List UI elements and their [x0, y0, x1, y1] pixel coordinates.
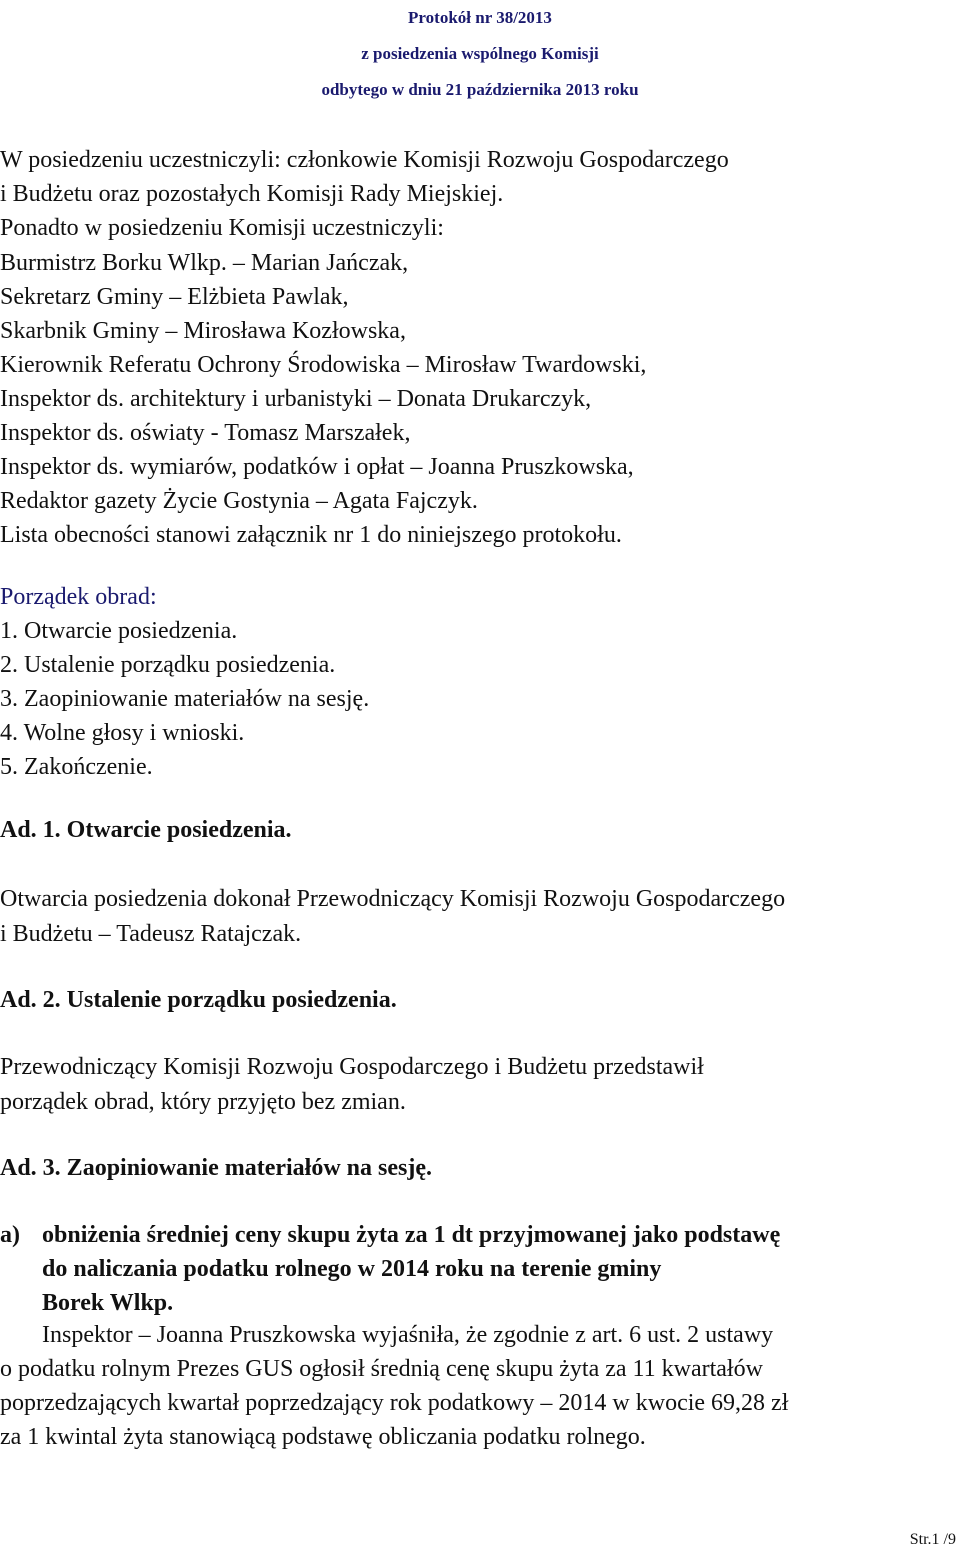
ad1-text-line: i Budżetu – Tadeusz Ratajczak. — [0, 921, 302, 947]
item-a-text-line: o podatku rolnym Prezes GUS ogłosił średnią cenę skupu żyta za 11 kwartałów — [0, 1356, 763, 1382]
page-number: Str.1 /9 — [909, 1531, 956, 1548]
attendance-line: i Budżetu oraz pozostałych Komisji Rady Miejskiej. — [0, 181, 504, 207]
item-a-heading-line: do naliczania podatku rolnego w 2014 roku na terenie gminy — [42, 1256, 662, 1282]
agenda-item: 1. Otwarcie posiedzenia. — [0, 618, 238, 644]
title-line-2: z posiedzenia wspólnego Komisji — [361, 44, 599, 63]
attendance-line: Redaktor gazety Życie Gostynia – Agata Fajczyk. — [0, 488, 478, 514]
ad2-text-line: Przewodniczący Komisji Rozwoju Gospodarczego i Budżetu przedstawił — [0, 1054, 704, 1080]
ad2-text-line: porządek obrad, który przyjęto bez zmian. — [0, 1089, 406, 1115]
agenda-item: 2. Ustalenie porządku posiedzenia. — [0, 652, 336, 678]
attendance-line: Ponadto w posiedzeniu Komisji uczestniczyli: — [0, 215, 444, 241]
agenda-heading: Porządek obrad: — [0, 584, 157, 610]
ad1-text-line: Otwarcia posiedzenia dokonał Przewodniczący Komisji Rozwoju Gospodarczego — [0, 886, 786, 912]
ad2-heading: Ad. 2. Ustalenie porządku posiedzenia. — [0, 987, 397, 1013]
item-a-text-line: Inspektor – Joanna Pruszkowska wyjaśniła, że zgodnie z art. 6 ust. 2 ustawy — [42, 1322, 774, 1348]
item-a-heading-line: Borek Wlkp. — [42, 1290, 174, 1316]
title-line-1: Protokół nr 38/2013 — [408, 8, 552, 27]
item-a-text-line: za 1 kwintal żyta stanowiącą podstawę obliczania podatku rolnego. — [0, 1424, 646, 1450]
attendance-line: Kierownik Referatu Ochrony Środowiska – Mirosław Twardowski, — [0, 352, 647, 378]
attendance-line: W posiedzeniu uczestniczyli: członkowie Komisji Rozwoju Gospodarczego — [0, 147, 729, 173]
attendance-line: Inspektor ds. wymiarów, podatków i opłat – Joanna Pruszkowska, — [0, 454, 634, 480]
attendance-line: Inspektor ds. oświaty - Tomasz Marszałek, — [0, 420, 411, 446]
title-line-3: odbytego w dniu 21 października 2013 roku — [321, 80, 639, 99]
attendance-line: Lista obecności stanowi załącznik nr 1 do niniejszego protokołu. — [0, 522, 622, 548]
agenda-item: 5. Zakończenie. — [0, 754, 153, 780]
attendance-line: Sekretarz Gminy – Elżbieta Pawlak, — [0, 284, 349, 310]
attendance-line: Skarbnik Gminy – Mirosława Kozłowska, — [0, 318, 406, 344]
ad1-heading: Ad. 1. Otwarcie posiedzenia. — [0, 817, 292, 843]
item-a-heading-line: obniżenia średniej ceny skupu żyta za 1 dt przyjmowanej jako podstawę — [42, 1222, 781, 1248]
attendance-line: Burmistrz Borku Wlkp. – Marian Jańczak, — [0, 250, 409, 276]
item-a-marker: a) — [0, 1222, 20, 1248]
attendance-line: Inspektor ds. architektury i urbanistyki – Donata Drukarczyk, — [0, 386, 592, 412]
agenda-item: 4. Wolne głosy i wnioski. — [0, 720, 245, 746]
item-a-text-line: poprzedzających kwartał poprzedzający rok podatkowy – 2014 w kwocie 69,28 zł — [0, 1390, 789, 1416]
agenda-item: 3. Zaopiniowanie materiałów na sesję. — [0, 686, 370, 712]
ad3-heading: Ad. 3. Zaopiniowanie materiałów na sesję. — [0, 1155, 432, 1181]
